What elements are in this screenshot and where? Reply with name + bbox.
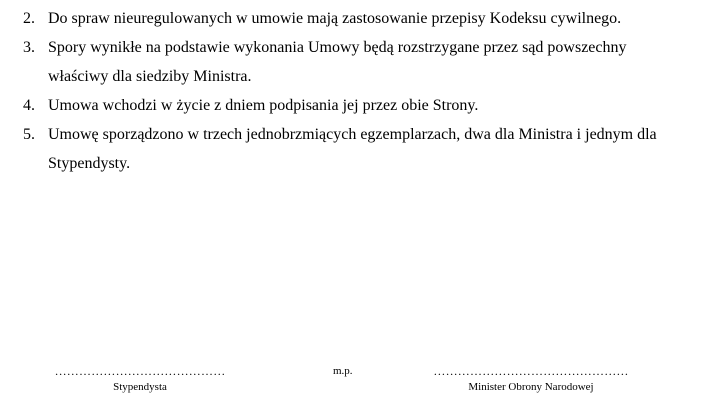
clause-text: Umowa wchodzi w życie z dniem podpisania jej przez obie Strony. [48,97,479,114]
clause-item [0,4,704,33]
clause-number: 2. [23,10,35,27]
scholar-signature-label: Stypendysta [113,381,167,393]
clause-number: 4. [23,97,35,114]
scholar-signature-line: …………………………………… [54,364,226,378]
minister-signature-line: ………………………………………… [433,364,629,378]
clause-text: Umowę sporządzono w trzech jednobrzmiących egzemplarzach, dwa dla Ministra i jednym dla Stypendysty. [48,126,657,172]
clause-item [0,120,704,178]
clause-item [0,33,704,91]
clause-list [0,4,704,178]
clause-text: Do spraw nieuregulowanych w umowie mają zastosowanie przepisy Kodeksu cywilnego. [48,10,622,27]
clause-number: 3. [23,39,35,56]
minister-signature-label: Minister Obrony Narodowej [468,381,594,393]
clause-number: 5. [23,126,35,143]
minister-signature-block [400,364,662,394]
clause-text: Spory wynikłe na podstawie wykonania Umowy będą rozstrzygane przez sąd powszechny właściwy dla siedziby Ministra. [48,39,627,85]
seal-mark: m.p. [333,365,353,377]
scholar-signature-block [20,364,260,394]
clause-item [0,91,704,120]
